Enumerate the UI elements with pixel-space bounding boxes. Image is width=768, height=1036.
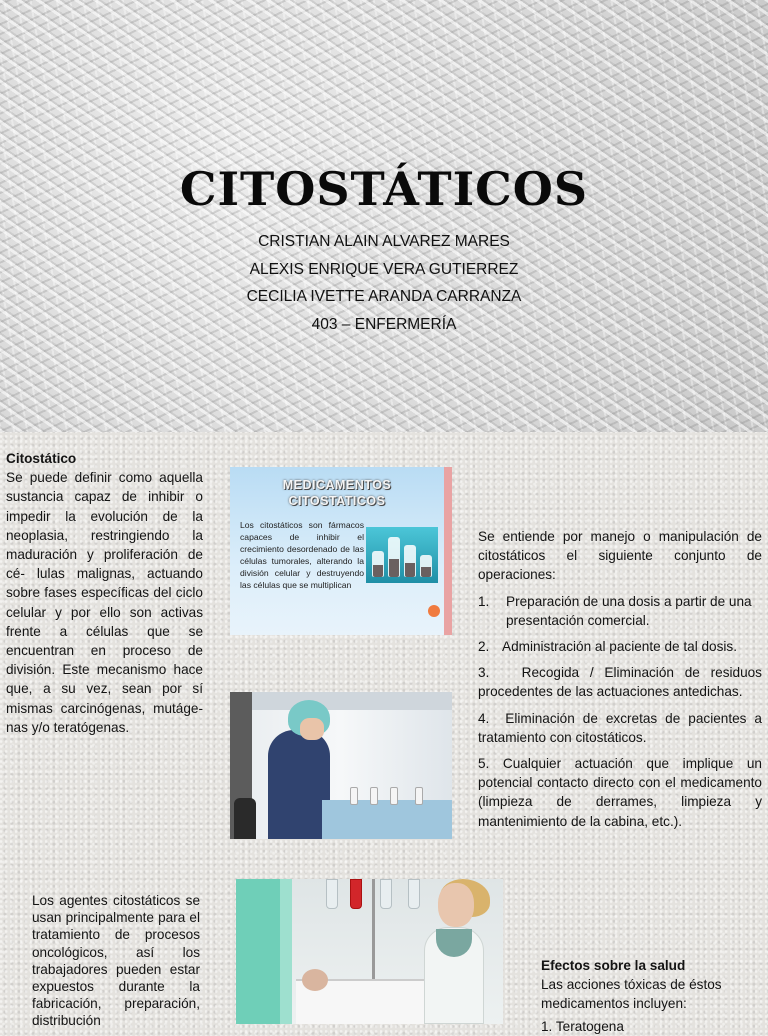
- list-number: 2.: [478, 639, 490, 655]
- list-number: 4.: [478, 710, 490, 726]
- image-heading-line-2: CITOSTATICOS: [288, 494, 386, 508]
- vial-icon: [420, 555, 432, 577]
- list-text: Eliminación de excretas de pacientes a tratamiento con citostáticos.: [478, 710, 762, 745]
- vials-photo: [366, 527, 438, 583]
- image-body-text: Los citostáticos son fármacos capaces de inhibir el crecimiento desordenado de las células tumorales, alterando la división celular y destruyendo las células que se multiplican: [240, 520, 364, 590]
- health-text: Las acciones tóxicas de éstos medicamentos incluyen:: [541, 977, 722, 1011]
- vial-icon: [404, 545, 416, 577]
- photo-ceiling: [230, 692, 452, 710]
- list-number: 5.: [478, 756, 490, 772]
- list-item: [478, 663, 762, 701]
- list-item: [478, 754, 762, 831]
- list-item: [478, 637, 762, 656]
- author-list: [0, 228, 768, 338]
- usage-text: Los agentes citostáticos se usan principalmente para el tratamiento de procesos oncológicos, así los trabajadores pueden estar expuestos durante la fabricación, preparación, distribución: [32, 893, 200, 1029]
- patient-shape: [302, 969, 328, 991]
- cover-title: CITOSTÁTICOS: [179, 162, 589, 216]
- bottle-icon: [415, 787, 423, 805]
- bottle-icon: [350, 787, 358, 805]
- handling-intro: Se entiende por manejo o manipulación de citostáticos el siguiente conjunto de operaciones:: [478, 529, 762, 583]
- definition-heading: Citostático: [6, 451, 77, 466]
- bottle-icon: [370, 787, 378, 805]
- iv-bag-icon: [350, 879, 362, 909]
- technician-shape: [268, 730, 330, 839]
- nurse-head-shape: [438, 883, 474, 927]
- orange-dot-icon: [428, 605, 440, 617]
- nurse-patient-photo: [236, 879, 503, 1024]
- image-heading: [230, 477, 444, 509]
- health-block: [541, 956, 741, 1036]
- lab-preparation-photo: [230, 692, 452, 839]
- image-heading-line-1: MEDICAMENTOS: [282, 478, 392, 492]
- medicamentos-citostaticos-image: [230, 467, 452, 635]
- author-1: CRISTIAN ALAIN ALVAREZ MARES: [258, 233, 510, 250]
- face-shape: [300, 718, 324, 740]
- usage-block: [32, 892, 200, 1030]
- handling-block: [478, 527, 762, 838]
- definition-block: [6, 449, 203, 737]
- list-number: 1.: [478, 593, 490, 609]
- list-text: Recogida / Eliminación de residuos procedentes de las actuaciones antedichas.: [478, 665, 762, 700]
- list-item: [478, 709, 762, 747]
- vial-icon: [388, 537, 400, 577]
- health-heading: Efectos sobre la salud: [541, 958, 686, 973]
- vial-icon: [372, 551, 384, 577]
- photo-frame-edge: [280, 879, 292, 1024]
- bench-shape: [322, 800, 452, 839]
- iv-bag-icon: [326, 879, 338, 909]
- list-number: 3.: [478, 665, 490, 681]
- image-side-panel: [444, 467, 452, 635]
- author-2: ALEXIS ENRIQUE VERA GUTIERREZ: [249, 260, 519, 278]
- list-text: Administración al paciente de tal dosis.: [502, 639, 737, 655]
- list-item: [478, 592, 762, 630]
- list-text: Preparación de una dosis a partir de una presentación comercial.: [506, 593, 752, 628]
- health-item-1: 1. Teratogena: [541, 1019, 624, 1034]
- iv-bag-icon: [408, 879, 420, 909]
- group-label: 403 – ENFERMERÍA: [311, 315, 457, 333]
- iv-pole-shape: [372, 879, 375, 989]
- iv-bag-icon: [380, 879, 392, 909]
- author-3: CECILIA IVETTE ARANDA CARRANZA: [246, 288, 522, 305]
- bottle-icon: [390, 787, 398, 805]
- cover-slide: [0, 0, 768, 432]
- list-text: Cualquier actuación que implique un potencial contacto directo con el medicamento (limpieza de derrames, limpieza y mantenimiento de la cabina, etc.).: [478, 756, 762, 829]
- definition-text: Se puede definir como aquella sustancia capaz de inhibir o impedir la evolución de la neoplasia, restringiendo la maduración y proliferación de cé- lulas malignas, actuando sobre fases específicas del ciclo celular y por ello son activas frente a células que se encuentran en proceso de división. Este mecanismo hace que, a su vez, sean por sí mismas carcinógenas, mutáge- nas y/o teratógenas.: [6, 470, 203, 735]
- chair-shape: [234, 798, 256, 839]
